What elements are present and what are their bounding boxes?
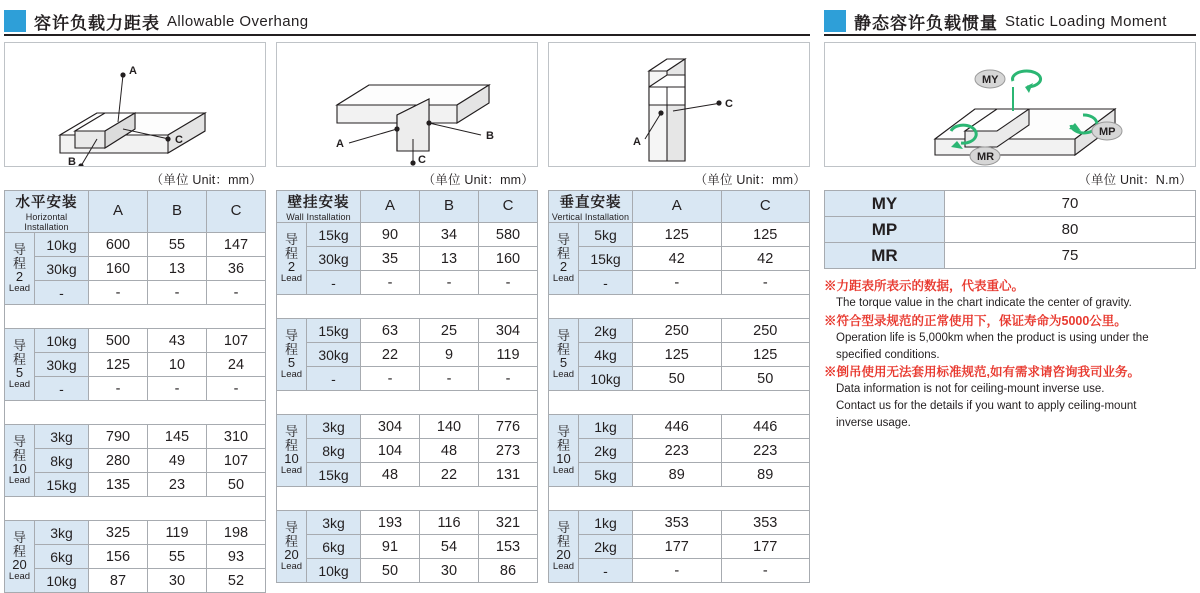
spec-value: 250 [633,319,722,343]
table-row [5,329,266,353]
table-vertical-installation [548,190,810,583]
unit-label: （单位 Unit：N.m） [1078,173,1192,187]
header-rule [824,34,1196,36]
spec-value: - [633,559,722,583]
spec-value: 446 [633,415,722,439]
spec-value: 89 [633,463,722,487]
table-row [549,415,810,439]
load-value: 3kg [307,511,361,535]
figure-label-c: C [725,98,733,110]
spec-value: 223 [721,439,810,463]
figure-label-a: A [633,136,641,148]
load-value: 3kg [307,415,361,439]
note-item [824,277,1196,312]
load-value: 3kg [35,425,89,449]
spec-value: 104 [361,439,420,463]
figure-vertical-installation [548,42,810,167]
load-value: 30kg [307,247,361,271]
load-value: 10kg [307,559,361,583]
load-value: 15kg [307,463,361,487]
table-row [277,439,538,463]
group-gap [549,391,810,415]
load-value: 3kg [35,521,89,545]
table-header-row [5,191,266,233]
spec-value: - [148,377,207,401]
table-row [5,449,266,473]
column-header-c: C [721,191,810,223]
table-row [549,439,810,463]
lead-label: 导 程 2 Lead [277,223,307,295]
spec-value: 325 [89,521,148,545]
spec-value: 160 [89,257,148,281]
table-row [5,569,266,593]
note-en: specified conditions. [836,348,940,361]
spec-value: 36 [207,257,266,281]
table-row [277,463,538,487]
column-vertical-installation [548,42,810,583]
table-row [277,535,538,559]
spec-value: 280 [89,449,148,473]
spec-value: 193 [361,511,420,535]
figure-label-my: MY [982,74,999,86]
spec-value: 116 [420,511,479,535]
load-value: 5kg [579,463,633,487]
column-horizontal-installation [4,42,266,593]
lead-label: 导 程 10 Lead [549,415,579,487]
spec-value: 87 [89,569,148,593]
spec-value: 125 [633,223,722,247]
table-wall-installation [276,190,538,583]
note-cn: ※符合型录规范的正常使用下，保证寿命为5000公里。 [824,313,1127,328]
spec-value: 131 [479,463,538,487]
table-row [549,559,810,583]
spec-value: 250 [721,319,810,343]
figure-label-c: C [175,134,183,146]
note-item [824,363,1196,431]
table-row [549,367,810,391]
load-value: - [579,559,633,583]
unit-label: （单位 Unit：mm） [422,173,534,187]
group-gap [5,305,266,329]
load-value: 30kg [307,343,361,367]
spec-value: 10 [148,353,207,377]
load-value: 15kg [35,473,89,497]
spec-value: - [89,281,148,305]
table-row [5,257,266,281]
spec-value: - [361,367,420,391]
load-value: 30kg [35,353,89,377]
table-header-row [277,191,538,223]
spec-value: - [721,559,810,583]
spec-value: 353 [721,511,810,535]
moment-label: MY [825,191,945,217]
spec-value: 23 [148,473,207,497]
table-row [5,545,266,569]
table-row [549,535,810,559]
spec-value: 13 [148,257,207,281]
spec-value: 48 [361,463,420,487]
figure-wall-installation [276,42,538,167]
spec-value: 13 [420,247,479,271]
lead-label: 导 程 20 Lead [277,511,307,583]
section-title-cn: 容许负载力距表 [34,13,160,33]
load-value: 10kg [35,569,89,593]
lead-label: 导 程 5 Lead [549,319,579,391]
moment-value: 75 [945,243,1196,269]
table-row [277,223,538,247]
table-row [825,191,1196,217]
table-row [549,511,810,535]
spec-value: 24 [207,353,266,377]
spec-value: 223 [633,439,722,463]
lead-label: 导 程 5 Lead [5,329,35,401]
table-row [549,247,810,271]
spec-value: 156 [89,545,148,569]
section-title-cn: 静态容许负载惯量 [854,13,998,33]
spec-value: 446 [721,415,810,439]
accent-bar-icon [824,10,846,32]
spec-value: 42 [721,247,810,271]
lead-label: 导 程 2 Lead [5,233,35,305]
spec-value: 50 [633,367,722,391]
figure-label-c: C [418,154,426,166]
load-value: 10kg [35,233,89,257]
table-row [277,559,538,583]
spec-value: 30 [148,569,207,593]
spec-value: 790 [89,425,148,449]
spec-value: 304 [479,319,538,343]
spec-value: 49 [148,449,207,473]
load-value: 1kg [579,511,633,535]
table-row [5,233,266,257]
spec-value: 93 [207,545,266,569]
table-row [549,271,810,295]
spec-value: 22 [420,463,479,487]
note-en: The torque value in the chart indicate the center of gravity. [836,297,1132,310]
column-static-loading-moment [824,42,1196,431]
table-row [277,247,538,271]
table-static-loading-moment [824,190,1196,269]
load-value: - [35,281,89,305]
spec-value: 153 [479,535,538,559]
spec-value: 55 [148,545,207,569]
column-header-b: B [148,191,207,233]
spec-value: - [479,271,538,295]
spec-value: 776 [479,415,538,439]
group-gap [5,401,266,425]
spec-value: 140 [420,415,479,439]
spec-value: 50 [361,559,420,583]
column-wall-installation [276,42,538,583]
figure-label-mp: MP [1099,126,1116,138]
spec-value: 119 [148,521,207,545]
table-row [277,319,538,343]
spec-value: 25 [420,319,479,343]
figure-horizontal-installation [4,42,266,167]
load-value: 10kg [35,329,89,353]
table-row [549,223,810,247]
load-value: 30kg [35,257,89,281]
table-row [5,473,266,497]
section-title-en: Static Loading Moment [1005,12,1167,30]
table-row [825,243,1196,269]
section-header-allowable-overhang [4,8,810,34]
spec-value: 91 [361,535,420,559]
spec-value: 50 [721,367,810,391]
load-value: - [307,271,361,295]
column-header-c: C [207,191,266,233]
table-row [277,367,538,391]
spec-value: - [361,271,420,295]
load-value: - [579,271,633,295]
load-value: 1kg [579,415,633,439]
table-row [549,463,810,487]
group-gap [277,391,538,415]
spec-value: 145 [148,425,207,449]
table-row [277,343,538,367]
spec-value: 353 [633,511,722,535]
spec-value: 52 [207,569,266,593]
group-gap [277,295,538,319]
lead-label: 导 程 20 Lead [5,521,35,593]
table-row [5,281,266,305]
table-row [825,217,1196,243]
spec-value: 119 [479,343,538,367]
group-gap [5,497,266,521]
header-rule [4,34,810,36]
lead-label: 导 程 10 Lead [5,425,35,497]
spec-value: 135 [89,473,148,497]
spec-value: 30 [420,559,479,583]
spec-value: - [420,367,479,391]
spec-value: 310 [207,425,266,449]
column-header-a: A [361,191,420,223]
spec-value: 9 [420,343,479,367]
load-value: 2kg [579,319,633,343]
spec-value: 43 [148,329,207,353]
lead-label: 导 程 2 Lead [549,223,579,295]
load-value: 15kg [307,223,361,247]
spec-value: 147 [207,233,266,257]
table-horizontal-installation [4,190,266,593]
note-item [824,312,1196,363]
spec-value: 500 [89,329,148,353]
load-value: 15kg [307,319,361,343]
spec-value: - [633,271,722,295]
table-row [549,319,810,343]
spec-value: - [148,281,207,305]
spec-value: 50 [207,473,266,497]
moment-value: 70 [945,191,1196,217]
spec-value: - [207,281,266,305]
load-value: 5kg [579,223,633,247]
figure-label-a: A [129,65,137,77]
figure-static-loading-moment [824,42,1196,167]
group-gap [549,295,810,319]
load-value: 8kg [35,449,89,473]
moment-value: 80 [945,217,1196,243]
load-value: 4kg [579,343,633,367]
column-header-b: B [420,191,479,223]
spec-value: 42 [633,247,722,271]
load-value: 10kg [579,367,633,391]
note-en: Operation life is 5,000km when the product is using under the [836,331,1149,344]
lead-label: 导 程 10 Lead [277,415,307,487]
load-value: 6kg [307,535,361,559]
table-row [277,511,538,535]
load-value: 15kg [579,247,633,271]
lead-label: 导 程 20 Lead [549,511,579,583]
spec-value: 34 [420,223,479,247]
note-en: inverse usage. [836,416,911,429]
table-install-type: 垂直安装 Vertical Installation [549,191,633,223]
spec-value: 89 [721,463,810,487]
table-install-type: 水平安装 Horizontal Installation [5,191,89,233]
spec-value: 54 [420,535,479,559]
spec-value: 107 [207,449,266,473]
spec-value: - [420,271,479,295]
spec-value: 63 [361,319,420,343]
spec-value: 55 [148,233,207,257]
load-value: 2kg [579,535,633,559]
spec-value: 48 [420,439,479,463]
note-cn: ※力距表所表示的数据，代表重心。 [824,279,1025,293]
spec-value: 35 [361,247,420,271]
group-gap [549,487,810,511]
note-en: Contact us for the details if you want to apply ceiling-mount [836,400,1137,413]
figure-label-a: A [336,138,344,150]
accent-bar-icon [4,10,26,32]
note-cn: ※倒吊使用无法套用标准规范,如有需求请咨询我司业务。 [824,365,1140,380]
spec-value: - [479,367,538,391]
moment-label: MR [825,243,945,269]
spec-value: 125 [721,343,810,367]
moment-label: MP [825,217,945,243]
table-row [5,425,266,449]
unit-label: （单位 Unit：mm） [150,173,262,187]
load-value: 8kg [307,439,361,463]
unit-label: （单位 Unit：mm） [694,173,806,187]
spec-value: 198 [207,521,266,545]
table-header-row [549,191,810,223]
spec-value: 125 [89,353,148,377]
spec-value: - [89,377,148,401]
column-header-a: A [633,191,722,223]
spec-value: 86 [479,559,538,583]
notes-block [824,277,1196,431]
spec-value: - [207,377,266,401]
table-row [5,353,266,377]
load-value: 6kg [35,545,89,569]
spec-value: 600 [89,233,148,257]
figure-label-b: B [486,130,494,142]
table-row [549,343,810,367]
load-value: - [307,367,361,391]
figure-label-b: B [68,156,76,166]
table-row [277,271,538,295]
load-value: 2kg [579,439,633,463]
spec-value: - [721,271,810,295]
spec-value: 177 [633,535,722,559]
spec-value: 580 [479,223,538,247]
column-header-c: C [479,191,538,223]
table-row [277,415,538,439]
spec-value: 125 [633,343,722,367]
spec-value: 160 [479,247,538,271]
column-header-a: A [89,191,148,233]
spec-value: 107 [207,329,266,353]
note-en: Data information is not for ceiling-mount inverse use. [836,383,1105,396]
spec-value: 90 [361,223,420,247]
group-gap [277,487,538,511]
section-header-static-loading-moment [824,8,1196,34]
figure-label-mr: MR [977,151,995,163]
spec-value: 22 [361,343,420,367]
spec-value: 125 [721,223,810,247]
section-title-en: Allowable Overhang [167,12,309,30]
spec-value: 321 [479,511,538,535]
spec-value: 273 [479,439,538,463]
table-install-type: 壁挂安装 Wall Installation [277,191,361,223]
lead-label: 导 程 5 Lead [277,319,307,391]
load-value: - [35,377,89,401]
spec-value: 304 [361,415,420,439]
table-row [5,377,266,401]
spec-value: 177 [721,535,810,559]
